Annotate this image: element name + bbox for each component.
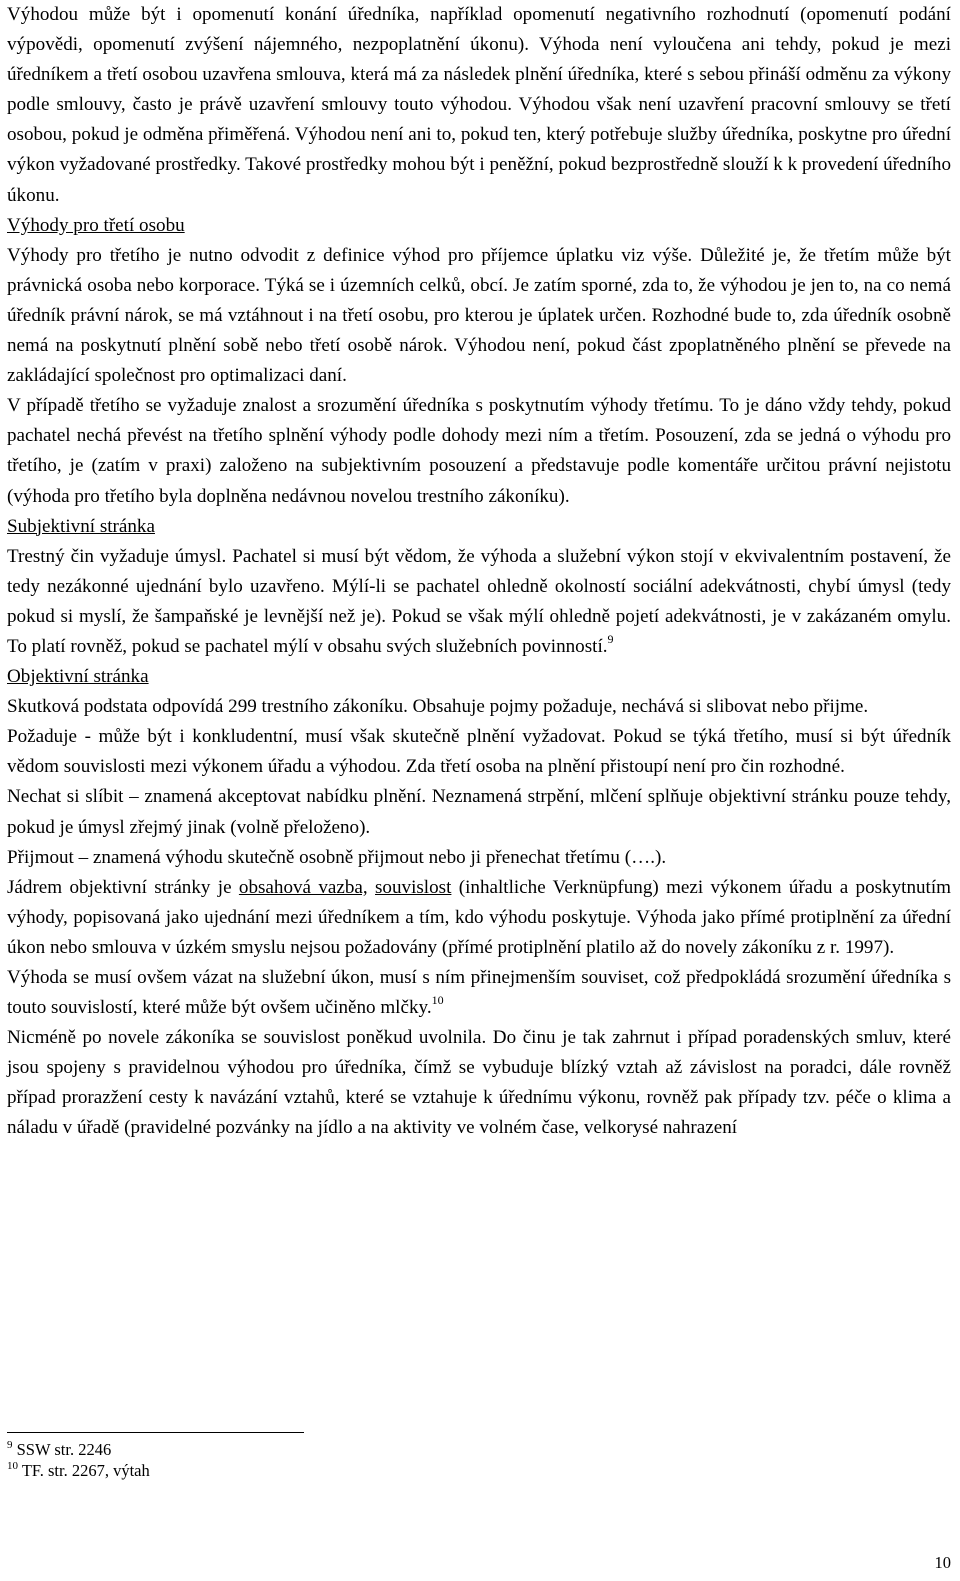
paragraph-statutory-definition: Skutková podstata odpovídá 299 trestního zákoníku. Obsahuje pojmy požaduje, nechává si slibovat nebo přijme.	[7, 696, 869, 718]
heading-third-party-advantages	[7, 211, 951, 241]
footnote-text: TF. str. 2267, výtah	[21, 1461, 150, 1480]
heading-text: Objektivní stránka	[7, 666, 149, 688]
heading-objective-side	[7, 662, 951, 692]
paragraph-intent	[7, 542, 951, 662]
page-number: 10	[934, 1553, 951, 1572]
underlined-term-content-link: obsahová vazba,	[238, 876, 368, 898]
heading-text: Výhody pro třetí osobu	[7, 214, 185, 236]
footnote-ref-9[interactable]: 9	[607, 631, 614, 646]
paragraph-third-party-definition: Výhody pro třetího je nutno odvodit z definice výhod pro příjemce úplatku viz výše. Důležité je, že třetím může být právnická osoba nebo korporace. Týká se i územních celků, obcí. Je zatím sporné, zda to, že výhodou je jen to, na co nemá úředník právní nárok, se má vztáhnout i na třetí osobu, pro kterou je úplatek určen. Rozhodné bude to, zda úředník osobně nemá na poskytnutí plnění sobě nebo třetí osobě nárok. Výhodou není, pokud část zpoplatněného plnění se převede na zakládající společnost pro optimalizaci daní.	[7, 244, 951, 387]
paragraph-let-promise: Nechat si slíbit – znamená akceptovat nabídku plnění. Neznamená strpění, mlčení splňuje objektivní stránku pouze tehdy, pokud je úmysl zřejmý jinak (volně přeloženo).	[7, 786, 951, 838]
paragraph-text-post: (inhaltliche Verknüpfung) mezi výkonem úřadu a poskytnutím výhody, popisovaná jako ujednání mezi úředníkem a tím, kdo výhodu poskytuje. Výhoda jako přímé protiplnění za úřední úkon nebo smlouva v úzkém smyslu nejsou požadovány (přímé protiplnění platilo až do novely zákoníku z r. 1997).	[7, 876, 951, 958]
footnote-ref-10[interactable]: 10	[431, 993, 444, 1008]
paragraph-demands: Požaduje - může být i konkludentní, musí však skutečně plnění vyžadovat. Pokud se týká třetího, musí si být úředník vědom souvislosti mezi výkonem úřadu a výhodou. Zda třetí osoba na plnění přistoupí není pro čin rozhodné.	[7, 726, 951, 778]
paragraph-third-party-consent: V případě třetího se vyžaduje znalost a srozumění úředníka s poskytnutím výhody třetímu. To je dáno vždy tehdy, pokud pachatel nechá převést na třetího splnění výhody podle dohody mezi ním a třetím. Posouzení, zda se jedná o výhodu pro třetího, je (zatím v praxi) založeno na subjektivním posouzení a představuje podle komentáře určitou právní nejistotu (výhoda pro třetího byla doplněna nedávnou novelou trestního zákoníku).	[7, 395, 951, 507]
paragraph-text: Výhoda se musí ovšem vázat na služební úkon, musí s ním přinejmenším souviset, což předpokládá srozumění úředníka s touto souvislostí, které může být ovšem učiněno mlčky.	[7, 967, 951, 1019]
footnote-10	[7, 1461, 150, 1481]
paragraph-core-objective	[7, 873, 951, 963]
paragraph-text-pre: Jádrem objektivní stránky je	[7, 876, 239, 898]
paragraph-advantage-omission: Výhodou může být i opomenutí konání úředníka, například opomenutí negativního rozhodnutí (opomenutí podání výpovědi, opomenutí zvýšení nájemného, nezpoplatnění úkonu). Výhoda není vyloučena ani tehdy, pokud je mezi úředníkem a třetí osobou uzavřena smlouva, která má za následek plnění úředníka, které s sebou přináší odměnu za výkony podle smlouvy, často je právě uzavření smlouvy touto výhodou. Výhodou však není uzavření pracovní smlouvy se třetí osobou, pokud je odměna přiměřená. Výhodou není ani to, pokud ten, který potřebuje služby úředníka, poskytne pro úřední výkon vyžadované prostředky. Takové prostředky mohou být i peněžní, pokud bezprostředně slouží k k provedení úředního úkonu.	[7, 4, 951, 206]
paragraph-after-amendment: Nicméně po novele zákoníka se souvislost poněkud uvolnila. Do činu je tak zahrnut i případ poradenských smluv, které jsou spojeny s pravidelnou výhodou pro úředníka, čímž se vybuduje blízký vztah až závislost na poradci, dále rovněž případ prorazžení cesty k navázání vztahů, které se vztahuje k úřednímu výkonu, rovněž pak případy tzv. péče o klima a náladu v úřadě (pravidelné pozvánky na jídlo a na aktivity ve volném čase, velkorysé nahrazení	[7, 1027, 951, 1139]
footnote-text: SSW str. 2246	[16, 1440, 112, 1459]
underlined-term-connection: souvislost	[375, 876, 452, 898]
heading-text: Subjektivní stránka	[7, 515, 155, 537]
footnote-separator	[7, 1432, 304, 1433]
paragraph-accept: Přijmout – znamená výhodu skutečně osobně přijmout nebo ji přenechat třetímu (….).	[7, 846, 667, 868]
heading-subjective-side	[7, 512, 951, 542]
paragraph-text: Trestný čin vyžaduje úmysl. Pachatel si musí být vědom, že výhoda a služební výkon stojí v ekvivalentním postavení, že tedy nezákonné ujednání bylo uzavřeno. Mýlí-li se pachatel ohledně okolností sociální adekvátnosti, chybí úmysl (tedy pokud si myslí, že šampaňské je levnější než je). Pokud se však mýlí ohledně pojetí adekvátnosti, je v zakázaném omylu. To platí rovněž, pokud se pachatel mýlí v obsahu svých služebních povinností.	[7, 545, 951, 657]
footnote-9	[7, 1440, 111, 1460]
paragraph-service-act-link	[7, 963, 951, 1023]
footnote-number: 10	[7, 1460, 18, 1472]
paragraph-text-mid	[368, 877, 375, 898]
document-body	[7, 0, 951, 1144]
footnote-number: 9	[7, 1439, 13, 1451]
